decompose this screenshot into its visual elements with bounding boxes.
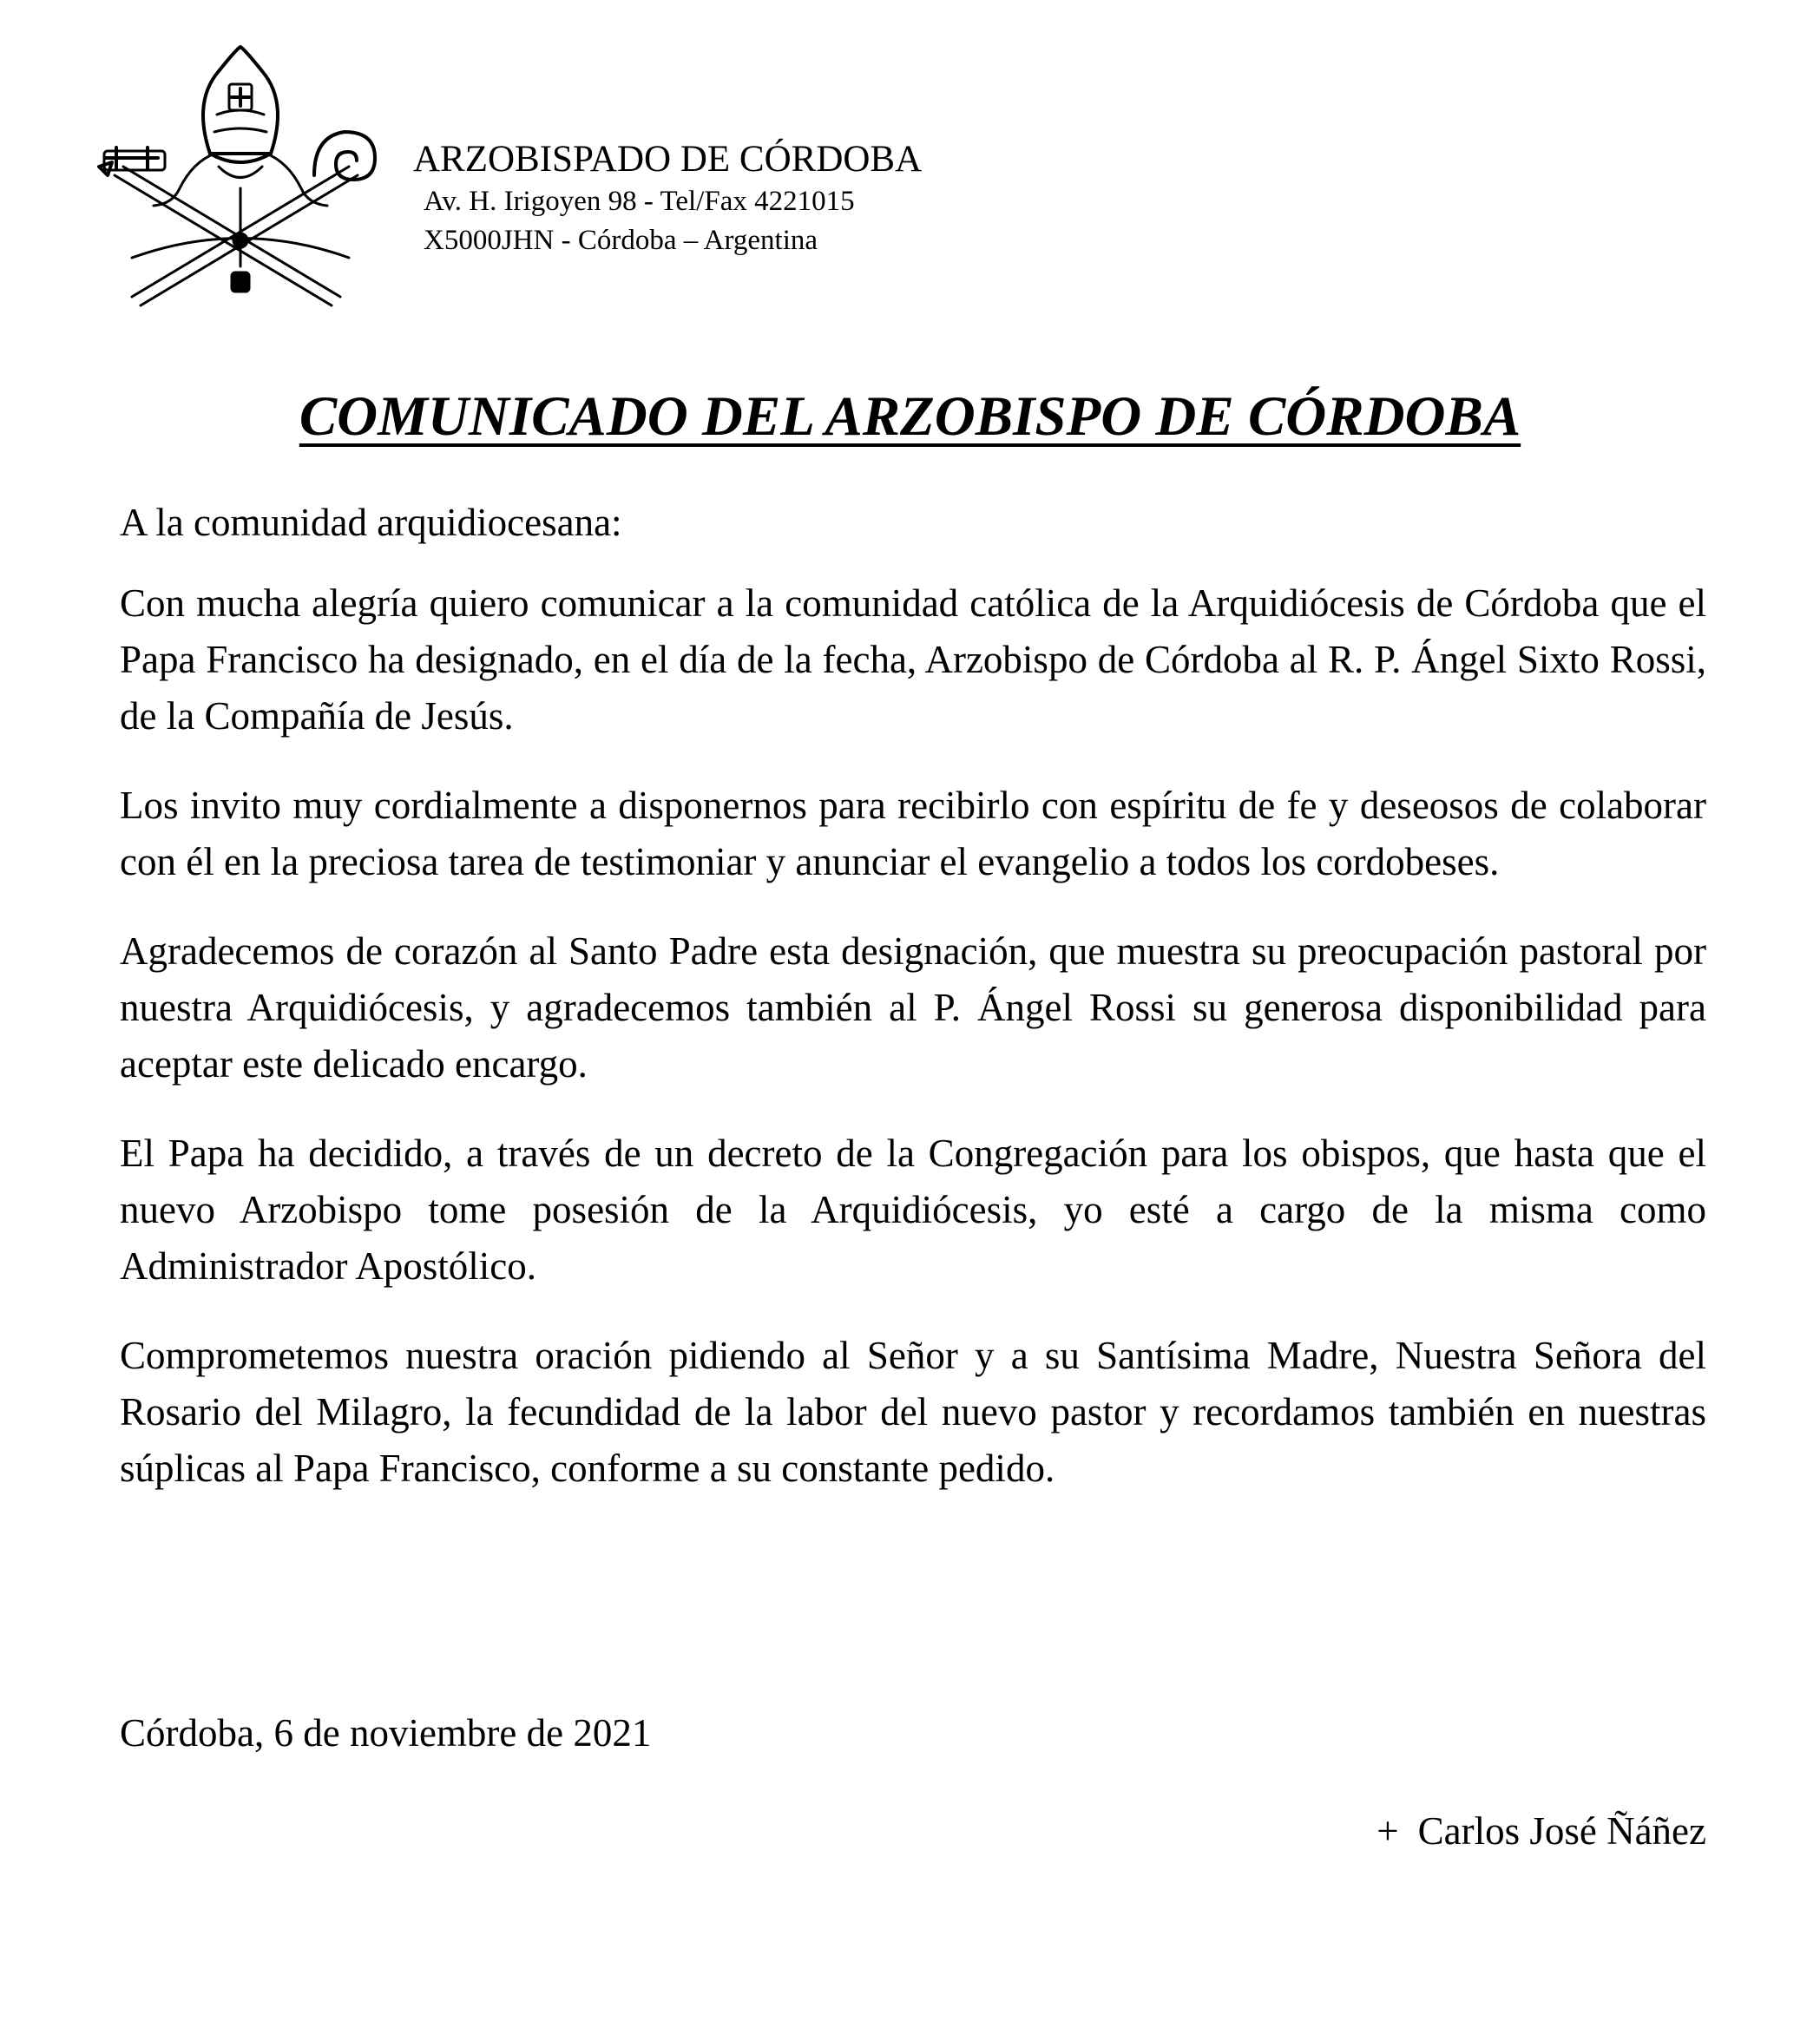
paragraph: Agradecemos de corazón al Santo Padre esta designación, que muestra su preocupación pastoral por nuestra Arquidiócesis, y agradecemos también al P. Ángel Rossi su generosa disponibilidad para aceptar este delicado encargo.	[120, 929, 1706, 1086]
signature	[1376, 1803, 1706, 1860]
letterhead	[413, 137, 922, 260]
signature-cross: +	[1376, 1809, 1399, 1853]
archdiocese-coat-of-arms-icon	[97, 45, 384, 310]
date-line: Córdoba, 6 de noviembre de 2021	[120, 1711, 652, 1755]
signature-name: Carlos José Ñáñez	[1417, 1809, 1706, 1853]
salutation: A la comunidad arquidiocesana:	[120, 501, 622, 544]
organization-name: ARZOBISPADO DE CÓRDOBA	[413, 139, 923, 180]
paragraph: Con mucha alegría quiero comunicar a la comunidad católica de la Arquidiócesis de Córdoba que el Papa Francisco ha designado, en el día de la fecha, Arzobispo de Córdoba al R. P. Ángel Sixto Rossi, de la Compañía de Jesús.	[120, 581, 1706, 738]
paragraph: Los invito muy cordialmente a disponernos para recibirlo con espíritu de fe y deseosos de colaborar con él en la preciosa tarea de testimoniar y anunciar el evangelio a todos los cordobeses.	[120, 784, 1706, 883]
paragraph: Comprometemos nuestra oración pidiendo al Señor y a su Santísima Madre, Nuestra Señora del Rosario del Milagro, la fecundidad de la labor del nuevo pastor y recordamos también en nuestras súplicas al Papa Francisco, conforme a su constante pedido.	[120, 1334, 1706, 1490]
document-title: COMUNICADO DEL ARZOBISPO DE CÓRDOBA	[299, 385, 1521, 448]
paragraph: El Papa ha decidido, a través de un decreto de la Congregación para los obispos, que hasta que el nuevo Arzobispo tome posesión de la Arquidiócesis, yo esté a cargo de la misma como Administrador Apostólico.	[120, 1132, 1706, 1288]
document-body	[120, 495, 1706, 1530]
organization-city: X5000JHN - Córdoba – Argentina	[424, 225, 818, 256]
organization-address: Av. H. Irigoyen 98 - Tel/Fax 4221015	[424, 186, 855, 217]
